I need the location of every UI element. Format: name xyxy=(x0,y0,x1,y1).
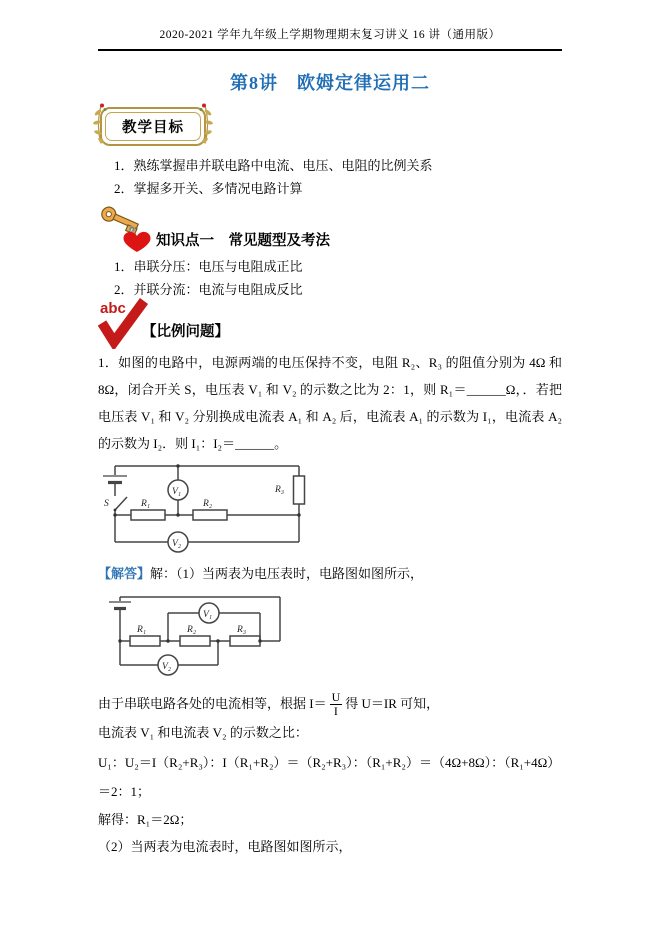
fraction-numerator: U xyxy=(331,689,341,704)
knowledge-point-heading: 知识点一 常见题型及考法 xyxy=(156,233,330,249)
objectives-badge xyxy=(100,107,206,146)
circuit-diagram-question xyxy=(103,460,315,560)
resistor-r2 xyxy=(193,510,227,520)
resistor-r2 xyxy=(180,636,210,646)
objective-item: 1．熟练掌握串并联电路中电流、电压、电阻的比例关系 xyxy=(114,158,433,173)
circuit-diagram-solution xyxy=(106,591,336,683)
resistor-r1-label: R₁ xyxy=(141,499,151,509)
switch-label: S xyxy=(104,499,109,509)
resistor-r3 xyxy=(230,636,260,646)
solution-equation: U₁：U₂＝I（R₂+R₃）：I（R₁+R₂）＝（R₂+R₃）：（R₁+R₂）＝（4Ω+8Ω）：（R₁+4Ω）＝2：1； xyxy=(98,755,561,799)
solution-result: 解得：R₁＝2Ω； xyxy=(98,812,193,827)
section-header-row xyxy=(98,300,562,341)
solution-step1: 解：（1）当两表为电压表时，电路图如图所示， xyxy=(150,566,424,581)
solution-reasoning xyxy=(98,689,562,719)
battery-icon xyxy=(103,476,127,483)
objectives-list xyxy=(98,154,562,200)
resistor-r1-label: R₁ xyxy=(137,625,147,635)
knowledge-point-list xyxy=(98,255,562,301)
resistor-r3-label: R₃ xyxy=(237,625,247,635)
voltmeter-v2-label: V₂ xyxy=(172,539,182,549)
resistor-r1 xyxy=(131,510,165,520)
switch-icon xyxy=(115,497,127,510)
voltmeter-v1-label: V₁ xyxy=(172,487,182,497)
reason-prefix: 由于串联电路各处的电流相等，根据 I＝ xyxy=(98,696,327,711)
knowledge-item: 1．串联分压：电压与电阻成正比 xyxy=(114,259,303,274)
objective-item: 2．掌握多开关、多情况电路计算 xyxy=(114,181,303,196)
solution-intro xyxy=(98,560,562,587)
ratio-intro: 电流表 V₁ 和电流表 V₂ 的示数之比： xyxy=(98,725,308,740)
section-heading: 【比例问题】 xyxy=(142,324,229,340)
abc-icon-label: abc xyxy=(100,300,126,317)
voltmeter-v1-label: V₁ xyxy=(203,610,213,620)
knowledge-point-header xyxy=(98,222,562,250)
resistor-r3-label: R₃ xyxy=(275,485,285,495)
objectives-badge-label: 教学目标 xyxy=(122,120,184,136)
resistor-r1 xyxy=(130,636,160,646)
resistor-r2-label: R₂ xyxy=(203,499,213,509)
header-divider xyxy=(98,49,562,51)
knowledge-item: 2．并联分流：电流与电阻成反比 xyxy=(114,282,303,297)
battery-icon xyxy=(109,602,131,609)
resistor-r2-label: R₂ xyxy=(187,625,197,635)
key-heart-icon xyxy=(96,204,158,261)
laurel-branch-icon xyxy=(92,102,108,151)
document-header: 2020-2021 学年九年级上学期物理期末复习讲义 16 讲（通用版） xyxy=(159,29,501,41)
resistor-r3 xyxy=(294,476,305,504)
fraction xyxy=(330,691,343,717)
solution-tag: 【解答】 xyxy=(98,566,151,581)
page-title: 第8讲 欧姆定律运用二 xyxy=(230,73,430,93)
laurel-branch-icon xyxy=(198,102,214,151)
voltmeter-v2-label: V₂ xyxy=(162,662,172,672)
reason-suffix: 得 U＝IR 可知， xyxy=(345,696,440,711)
solution-step2: （2）当两表为电流表时，电路图如图所示， xyxy=(98,839,352,854)
fraction-denominator: I xyxy=(333,703,338,718)
question-text: 1．如图的电路中，电源两端的电压保持不变，电阻 R₂、R₃ 的阻值分别为 4Ω 和 8Ω，闭合开关 S，电压表 V₁ 和 V₂ 的示数之比为 2：1，则 R₁＝______Ω，．若把电压表 V₁ 和 V₂ 分别换成电流表 A₁ 和 A₂ 后，电流表 A₁ 的示数为 I₁，电流表 A₂ 的示数为 I₂．则 I₁：I₂＝______。 xyxy=(98,355,562,451)
